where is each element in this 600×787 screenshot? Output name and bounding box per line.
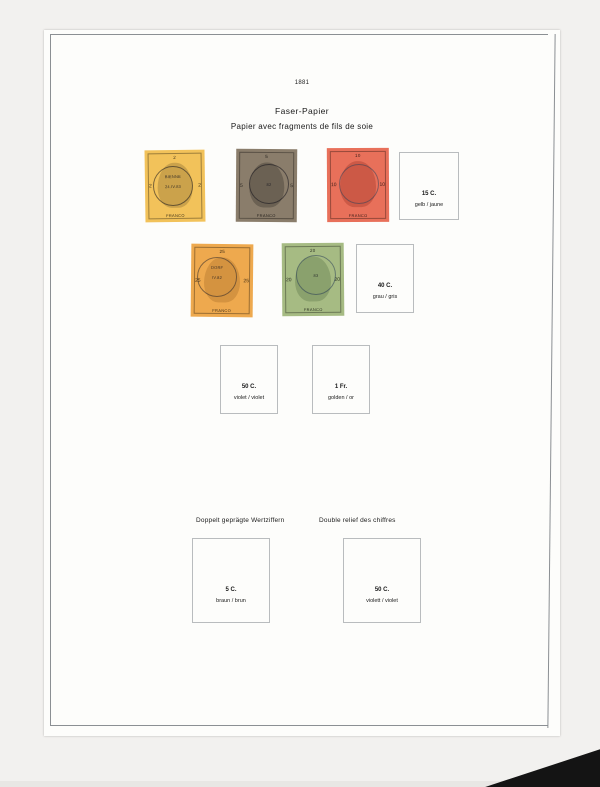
page-year: 1881 xyxy=(294,80,310,86)
stamp-value-right: 2 xyxy=(198,182,202,189)
mount-40c[interactable] xyxy=(356,244,414,313)
stamp-value-top: 25 xyxy=(219,248,226,255)
subheading-de: Doppelt geprägte Wertziffern xyxy=(196,517,285,524)
stamp-value-left: 25 xyxy=(194,277,201,284)
page-title-fr: Papier avec fragments de fils de soie xyxy=(230,122,374,131)
stamp-value-bottom: FRANCO xyxy=(212,307,232,314)
postmark-line-1: BIENNE xyxy=(164,173,181,180)
postmark-line-2: IV.82 xyxy=(212,274,223,280)
stamp-10c-red[interactable] xyxy=(327,148,389,222)
stamp-value-bottom: FRANCO xyxy=(303,306,323,313)
postmark-line-2: 83 xyxy=(313,272,319,278)
mount-color: violett / violet xyxy=(366,598,398,604)
mount-value: 1 Fr. xyxy=(334,384,348,390)
stamp-value-left: 10 xyxy=(330,182,337,189)
postmark-icon xyxy=(339,164,379,204)
stamp-value-top: 5 xyxy=(265,153,269,160)
stamp-2c-yellow[interactable] xyxy=(145,150,206,223)
subheading-fr: Double relief des chiffres xyxy=(319,517,396,524)
stamp-value-top: 10 xyxy=(355,152,361,159)
mount-50c[interactable] xyxy=(220,345,278,414)
stamp-value-left: 2 xyxy=(148,183,152,190)
mount-color: braun / brun xyxy=(216,598,246,604)
stamp-value-top: 20 xyxy=(309,247,316,254)
mount-value: 5 C. xyxy=(225,587,237,593)
mount-color: golden / or xyxy=(328,395,354,401)
stamp-value-bottom: FRANCO xyxy=(348,212,368,219)
mount-value: 15 C. xyxy=(421,191,437,197)
stamp-value-bottom: FRANCO xyxy=(256,212,276,219)
mount-15c[interactable] xyxy=(399,152,459,220)
stamp-value-left: 20 xyxy=(285,276,292,283)
postmark-line-2: 24.IV.83 xyxy=(164,183,182,190)
mount-50c-double[interactable] xyxy=(343,538,421,623)
stamp-25c-orange[interactable] xyxy=(191,244,254,318)
stamp-value-left: 5 xyxy=(239,182,243,189)
mount-color: grau / gris xyxy=(372,294,398,300)
postmark-icon xyxy=(249,164,289,204)
stamp-value-right: 5 xyxy=(290,182,294,189)
mount-value: 50 C. xyxy=(241,384,257,390)
mount-color: gelb / jaune xyxy=(414,202,444,208)
stamp-20c-green[interactable] xyxy=(282,243,345,317)
stamp-value-bottom: FRANCO xyxy=(166,212,185,219)
stamp-5c-brown[interactable] xyxy=(236,149,298,222)
postmark-line-2: 82 xyxy=(266,182,272,188)
mount-1fr[interactable] xyxy=(312,345,370,414)
postmark-icon xyxy=(194,257,237,297)
stamp-value-right: 20 xyxy=(334,276,341,283)
stamp-value-right: 10 xyxy=(379,181,386,188)
page-title-de: Faser-Papier xyxy=(275,106,329,116)
postmark-icon xyxy=(296,255,336,295)
mount-value: 50 C. xyxy=(374,587,390,593)
stamp-value-top: 2 xyxy=(173,154,177,161)
page-border-frame-right xyxy=(547,34,555,728)
mount-5c-double[interactable] xyxy=(192,538,270,623)
mount-color: violet / violet xyxy=(233,395,265,401)
page-border-frame xyxy=(50,34,548,726)
postmark-line-1: DORF xyxy=(211,264,224,271)
mount-value: 40 C. xyxy=(377,283,393,289)
album-page xyxy=(44,30,560,736)
stamp-value-right: 25 xyxy=(243,277,250,284)
